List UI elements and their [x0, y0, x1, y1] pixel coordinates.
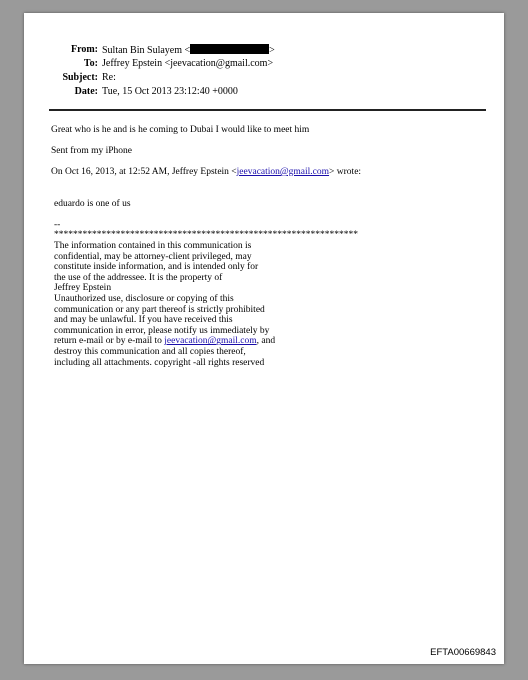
disclaimer-block [54, 241, 275, 368]
disclaimer-line: Jeffrey Epstein [54, 283, 112, 294]
disclaimer-line: communication or any part thereof is strictly prohibited [54, 304, 265, 315]
body-line-1: Great who is he and is he coming to Dubai I would like to meet him [51, 125, 310, 135]
subject-label: Subject: [62, 72, 98, 83]
date-label: Date: [74, 86, 98, 97]
disclaimer-line: The information contained in this communication is [54, 241, 252, 251]
quoted-text: eduardo is one of us [54, 199, 131, 209]
bates-number: EFTA00669843 [430, 647, 496, 658]
to-row [24, 58, 464, 71]
signature-separator: -- [54, 220, 61, 230]
to-label: To: [83, 58, 98, 69]
disclaimer-line: destroy this communication and all copies thereof, [54, 346, 246, 357]
from-name: Sultan Bin Sulayem < [102, 45, 191, 56]
disclaimer-line: the use of the addressee. It is the property of [54, 272, 223, 283]
email-link[interactable]: jeevacation@gmail.com [164, 336, 257, 347]
redaction-box [190, 44, 269, 54]
from-suffix: > [269, 45, 275, 56]
document-page [24, 13, 504, 664]
quote-intro-prefix: On Oct 16, 2013, at 12:52 AM, Jeffrey Epstein < [51, 167, 237, 177]
subject-row [24, 72, 464, 85]
from-value [102, 44, 275, 56]
disclaimer-line: confidential, may be attorney-client privileged, may [54, 251, 252, 262]
quote-intro-suffix: > wrote: [329, 167, 362, 177]
disclaimer-line: Unauthorized use, disclosure or copying of this [54, 293, 234, 304]
body-line-2: Sent from my iPhone [51, 146, 133, 156]
quote-intro [51, 167, 361, 179]
disclaimer-line-prefix: return e-mail or by e-mail to [54, 336, 165, 347]
from-label: From: [70, 44, 98, 55]
disclaimer-line: communication in error, please notify us immediately by [54, 325, 270, 336]
disclaimer-line: constitute inside information, and is intended only for [54, 262, 259, 273]
email-link[interactable]: jeevacation@gmail.com [236, 167, 330, 177]
header-divider [49, 109, 486, 111]
from-row [24, 44, 464, 57]
subject-value: Re: [102, 72, 116, 83]
disclaimer-line: including all attachments. copyright -all rights reserved [54, 357, 265, 368]
star-divider: **************************************************************** [54, 230, 358, 240]
disclaimer-line-suffix: , and [256, 336, 276, 347]
disclaimer-line [54, 336, 275, 347]
date-value: Tue, 15 Oct 2013 23:12:40 +0000 [102, 86, 238, 97]
disclaimer-line: and may be unlawful. If you have received this [54, 315, 233, 326]
date-row [24, 86, 464, 99]
to-value: Jeffrey Epstein <jeevacation@gmail.com> [102, 58, 274, 69]
